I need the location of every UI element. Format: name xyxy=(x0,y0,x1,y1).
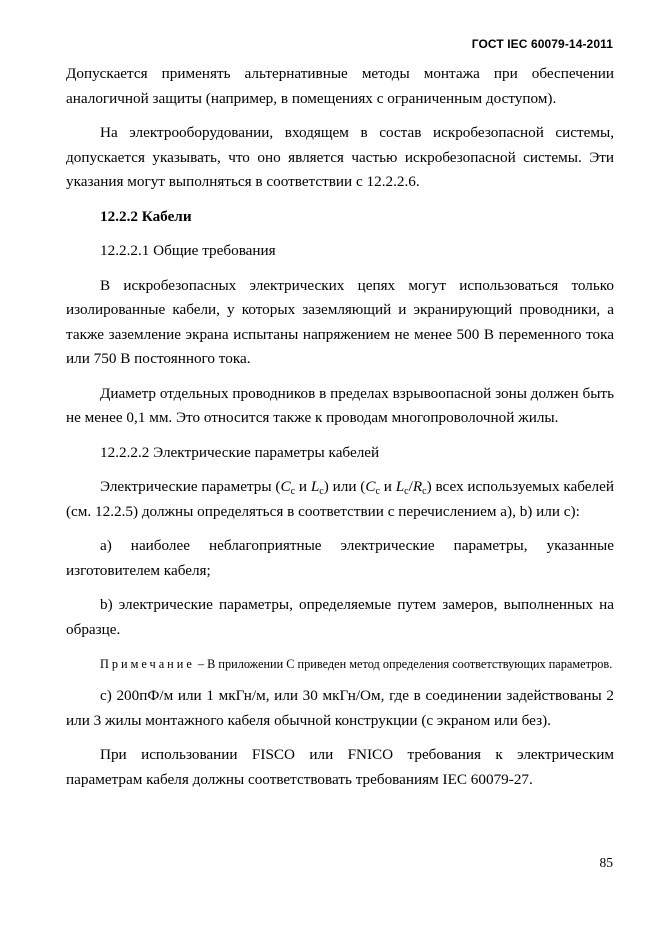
paragraph-diameter: Диаметр отдельных проводников в пределах взрывоопасной зоны должен быть не менее 0,1 мм. Это относится также к проводам многопроволочной жилы. xyxy=(66,384,614,426)
note-text: – В приложении C приведен метод определения соответствующих параметров. xyxy=(194,657,613,671)
note-label: Примечание xyxy=(100,657,195,671)
standard-header: ГОСТ IEC 60079-14-2011 xyxy=(471,37,613,51)
body-text xyxy=(66,62,614,792)
paragraph-params-definition: Электрические параметры ($C_c$ и $L_c$) или ($C_c$ и $L_c/R_c$) всех используемых кабелей (см. 12.2.5) должны определяться в соответствии с перечислением a), b) или c): xyxy=(66,478,614,520)
paragraph-insulation: В искробезопасных электрических цепях могут использоваться только изолированные кабели, у которых заземляющий и экранирующий проводники, а также заземление экрана испытаны напряжением не менее 500 В переменного тока или 750 В постоянного тока. xyxy=(66,276,614,367)
subsection-general: 12.2.2.1 Общие требования xyxy=(100,242,276,259)
paragraph-marking: На электрооборудовании, входящем в состав искробезопасной системы, допускается указывать, что оно является частью искробезопасной системы. Эти указания могут выполняться в соответствии с 12.2.2.6. xyxy=(66,124,614,190)
paragraph-alt-methods: Допускается применять альтернативные методы монтажа при обеспечении аналогичной защиты (например, в помещениях с ограниченным доступом). xyxy=(66,65,614,107)
subsection-electrical-params: 12.2.2.2 Электрические параметры кабелей xyxy=(100,443,380,461)
list-item-b: b) электрические параметры, определяемые путем замеров, выполненных на образце. xyxy=(66,596,614,638)
paragraph-fisco: При использовании FISCO или FNICO требования к электрическим параметрам кабеля должны соответствовать требованиям IEC 60079-27. xyxy=(66,746,614,788)
list-item-a: а) наиболее неблагоприятные электрические параметры, указанные изготовителем кабеля; xyxy=(66,537,614,579)
page-number: 85 xyxy=(599,855,613,870)
note xyxy=(66,654,614,674)
section-title-cables: 12.2.2 Кабели xyxy=(100,207,192,225)
list-item-c: c) 200пФ/м или 1 мкГн/м, или 30 мкГн/Ом, где в соединении задействованы 2 или 3 жилы монтажного кабеля обычной конструкции (с экраном или без). xyxy=(66,687,614,729)
